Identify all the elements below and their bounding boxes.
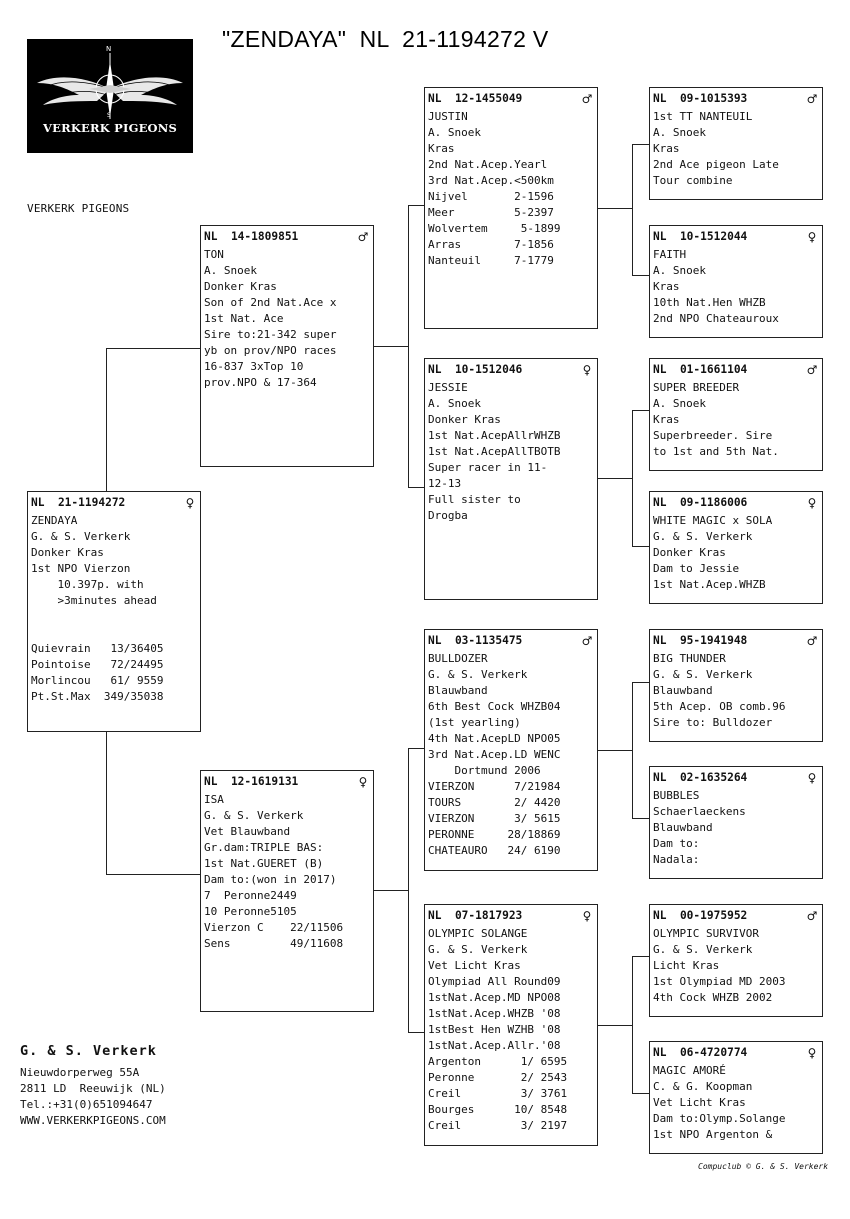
pedigree-line [31, 625, 196, 641]
pedigree-line: Quievrain 13/36405 [31, 642, 164, 655]
female-icon: ♀ [582, 363, 592, 377]
ring-number: NL 03-1135475 [428, 634, 523, 647]
pigeon-card-subject [27, 491, 201, 732]
pedigree-line: G. & S. Verkerk [428, 668, 528, 681]
pedigree-line: Full sister to [428, 493, 521, 506]
card-body [653, 513, 818, 593]
pedigree-line: 1st NPO Vierzon [31, 562, 131, 575]
pedigree-line: 1st Nat.AcepAllTBOTB [428, 445, 561, 458]
connector [632, 1093, 650, 1094]
pedigree-line: Dortmund 2006 [428, 764, 541, 777]
pedigree-line: VIERZON 3/ 5615 [428, 812, 561, 825]
pedigree-line: Blauwband [653, 821, 713, 834]
pigeon-card-dsd [649, 766, 823, 879]
pigeon-card-dam-sire [424, 629, 598, 871]
pedigree-line: Bourges 10/ 8548 [428, 1103, 568, 1116]
card-body [31, 513, 196, 705]
connector [106, 348, 201, 349]
card-header [653, 908, 818, 924]
pedigree-line: 1stNat.Acep.MD NPO08 [428, 991, 561, 1004]
pedigree-line: 1st Olympiad MD 2003 [653, 975, 786, 988]
pedigree-line: PERONNE 28/18869 [428, 828, 561, 841]
pedigree-line: Argenton 1/ 6595 [428, 1055, 568, 1068]
pigeon-name: MAGIC AMORÉ [653, 1064, 726, 1077]
pedigree-line: Nijvel 2-1596 [428, 190, 554, 203]
address-city: 2811 LD Reeuwijk (NL) [20, 1082, 166, 1095]
pedigree-line: 1st Nat. Ace [204, 312, 284, 325]
address-website[interactable]: WWW.VERKERKPIGEONS.COM [20, 1114, 166, 1127]
pedigree-line: yb on prov/NPO races [204, 344, 337, 357]
pedigree-line: Vet Licht Kras [428, 959, 521, 972]
female-icon: ♀ [807, 230, 817, 244]
pedigree-line: 2nd Nat.Acep.Yearl [428, 158, 548, 171]
card-header [653, 1045, 818, 1061]
pigeon-name: SUPER BREEDER [653, 381, 740, 394]
pigeon-card-dss [649, 629, 823, 742]
pedigree-line: 2nd NPO Chateauroux [653, 312, 779, 325]
card-header [428, 908, 593, 924]
breeder-label: VERKERK PIGEONS [27, 202, 130, 215]
ring-number: NL 01-1661104 [653, 363, 748, 376]
pedigree-line: Kras [653, 280, 680, 293]
address-phone: Tel.:+31(0)651094647 [20, 1098, 153, 1111]
connector [597, 478, 632, 479]
card-body [428, 926, 593, 1134]
pedigree-line: Donker Kras [204, 280, 277, 293]
ring-number: NL 10-1512044 [653, 230, 748, 243]
pedigree-line: G. & S. Verkerk [204, 809, 304, 822]
pedigree-line: Superbreeder. Sire [653, 429, 773, 442]
pedigree-line: Vet Licht Kras [653, 1096, 746, 1109]
card-header [653, 633, 818, 649]
pigeon-name: JESSIE [428, 381, 468, 394]
male-icon: ♂ [806, 363, 818, 377]
pedigree-line: 3rd Nat.Acep.LD WENC [428, 748, 561, 761]
connector [632, 410, 633, 546]
pedigree-line: Blauwband [428, 684, 488, 697]
ring-number: NL 00-1975952 [653, 909, 748, 922]
pigeon-name: OLYMPIC SURVIVOR [653, 927, 759, 940]
pedigree-line: Vierzon C 22/11506 [204, 921, 344, 934]
connector [632, 682, 650, 683]
ring-number: NL 10-1512046 [428, 363, 523, 376]
male-icon: ♂ [581, 634, 593, 648]
pigeon-name: WHITE MAGIC x SOLA [653, 514, 773, 527]
pedigree-line: prov.NPO & 17-364 [204, 376, 317, 389]
pedigree-line: 2nd Ace pigeon Late [653, 158, 779, 171]
card-header [653, 495, 818, 511]
pedigree-line: 1st Nat.AcepAllrWHZB [428, 429, 561, 442]
pedigree-line: A. Snoek [653, 126, 706, 139]
pedigree-line: A. Snoek [653, 264, 706, 277]
male-icon: ♂ [357, 230, 369, 244]
ring-number: NL 12-1619131 [204, 775, 299, 788]
ring-number: NL 12-1455049 [428, 92, 523, 105]
connector [597, 750, 632, 751]
connector [408, 748, 409, 1032]
pedigree-title: "ZENDAYA" NL 21-1194272 V [222, 26, 549, 52]
pigeon-name: BIG THUNDER [653, 652, 726, 665]
pedigree-line: Sens 49/11608 [204, 937, 344, 950]
pedigree-line: Super racer in 11- [428, 461, 548, 474]
connector [632, 818, 650, 819]
pedigree-line: (1st yearling) [428, 716, 521, 729]
pigeon-card-sire [200, 225, 374, 467]
connector [106, 732, 107, 874]
card-header [653, 770, 818, 786]
pedigree-line: 7 Peronne2449 [204, 889, 297, 902]
connector [632, 275, 650, 276]
connector [373, 346, 408, 347]
pigeon-name: BUBBLES [653, 789, 700, 802]
connector [106, 874, 201, 875]
pedigree-line: 1st Nat.Acep.WHZB [653, 578, 766, 591]
connector [632, 682, 633, 818]
compass-south-label: S [107, 112, 111, 119]
male-icon: ♂ [806, 909, 818, 923]
pedigree-line: 1stBest Hen WZHB '08 [428, 1023, 561, 1036]
pedigree-line: Wolvertem 5-1899 [428, 222, 561, 235]
male-icon: ♂ [806, 634, 818, 648]
pigeon-card-sire-sire [424, 87, 598, 329]
pedigree-line: Creil 3/ 3761 [428, 1087, 568, 1100]
pedigree-line: Arras 7-1856 [428, 238, 554, 251]
connector [408, 748, 425, 749]
card-body [653, 651, 818, 731]
pedigree-line: 12-13 [428, 477, 462, 490]
pedigree-line: Licht Kras [653, 959, 720, 972]
ring-number: NL 07-1817923 [428, 909, 523, 922]
card-header [653, 91, 818, 107]
pedigree-line: 3rd Nat.Acep.<500km [428, 174, 554, 187]
card-header [31, 495, 196, 511]
connector [408, 205, 425, 206]
female-icon: ♀ [582, 909, 592, 923]
female-icon: ♀ [807, 496, 817, 510]
ring-number: NL 14-1809851 [204, 230, 299, 243]
pigeon-name: BULLDOZER [428, 652, 488, 665]
pedigree-line: Drogba [428, 509, 468, 522]
pedigree-line: Donker Kras [31, 546, 104, 559]
pedigree-line: G. & S. Verkerk [428, 943, 528, 956]
pedigree-line: Kras [428, 142, 455, 155]
copyright-credit: Compuclub © G. & S. Verkerk [698, 1162, 829, 1171]
pedigree-line [31, 609, 196, 625]
pedigree-line: A. Snoek [204, 264, 257, 277]
pedigree-line: 10 Peronne5105 [204, 905, 297, 918]
pedigree-line: 5th Acep. OB comb.96 [653, 700, 786, 713]
pedigree-line: Vet Blauwband [204, 825, 291, 838]
card-body [653, 1063, 818, 1143]
compass-north-label: N [106, 45, 112, 53]
pedigree-line: G. & S. Verkerk [653, 530, 753, 543]
pedigree-line: to 1st and 5th Nat. [653, 445, 779, 458]
pedigree-line: Son of 2nd Nat.Ace x [204, 296, 337, 309]
pedigree-line: CHATEAURO 24/ 6190 [428, 844, 561, 857]
pedigree-line: Dam to Jessie [653, 562, 740, 575]
pedigree-line: Nanteuil 7-1779 [428, 254, 554, 267]
pigeon-card-ddd [649, 1041, 823, 1154]
pedigree-line: 1st NPO Argenton & [653, 1128, 773, 1141]
pedigree-line: 6th Best Cock WHZB04 [428, 700, 561, 713]
pedigree-line: 16-837 3xTop 10 [204, 360, 304, 373]
pedigree-line: Nadala: [653, 853, 700, 866]
connector [408, 487, 425, 488]
logo-text: VERKERK PIGEONS [42, 121, 177, 135]
pedigree-line: 1stNat.Acep.Allr.'08 [428, 1039, 561, 1052]
card-header [204, 229, 369, 245]
pedigree-line: Gr.dam:TRIPLE BAS: [204, 841, 324, 854]
connector [597, 208, 632, 209]
breeder-address [20, 1043, 166, 1129]
pedigree-line: Peronne 2/ 2543 [428, 1071, 568, 1084]
connector [632, 144, 633, 275]
pedigree-line: Donker Kras [653, 546, 726, 559]
pedigree-line: >3minutes ahead [31, 594, 157, 607]
female-icon: ♀ [807, 771, 817, 785]
pigeon-name: OLYMPIC SOLANGE [428, 927, 528, 940]
card-body [653, 926, 818, 1006]
male-icon: ♂ [806, 92, 818, 106]
pedigree-line: Dam to: [653, 837, 700, 850]
ring-number: NL 06-4720774 [653, 1046, 748, 1059]
pigeon-name: FAITH [653, 248, 687, 261]
pedigree-line: Tour combine [653, 174, 733, 187]
pedigree-line: A. Snoek [653, 397, 706, 410]
pedigree-line: G. & S. Verkerk [653, 668, 753, 681]
pedigree-line: VIERZON 7/21984 [428, 780, 561, 793]
pedigree-line: 4th Nat.AcepLD NPO05 [428, 732, 561, 745]
pedigree-line: C. & G. Koopman [653, 1080, 753, 1093]
pigeon-card-sss [649, 87, 823, 200]
pigeon-name: JUSTIN [428, 110, 468, 123]
pedigree-line: 1st Nat.GUERET (B) [204, 857, 324, 870]
male-icon: ♂ [581, 92, 593, 106]
female-icon: ♀ [358, 775, 368, 789]
pedigree-line: G. & S. Verkerk [653, 943, 753, 956]
card-body [653, 788, 818, 868]
card-header [428, 362, 593, 378]
connector [632, 546, 650, 547]
pigeon-card-dds [649, 904, 823, 1017]
connector [632, 956, 650, 957]
pedigree-line: Kras [653, 413, 680, 426]
card-header [204, 774, 369, 790]
pedigree-line: A. Snoek [428, 397, 481, 410]
pedigree-line: Meer 5-2397 [428, 206, 554, 219]
pedigree-line: Pointoise 72/24495 [31, 658, 164, 671]
verkerk-pigeons-logo [27, 39, 193, 153]
pigeon-name: ZENDAYA [31, 514, 78, 527]
ring-number: NL 02-1635264 [653, 771, 748, 784]
pedigree-line: Sire to:21-342 super [204, 328, 337, 341]
connector [632, 410, 650, 411]
pedigree-line: Olympiad All Round09 [428, 975, 561, 988]
pedigree-line: Sire to: Bulldozer [653, 716, 773, 729]
card-body [428, 651, 593, 859]
female-icon: ♀ [185, 496, 195, 510]
pedigree-line: 10th Nat.Hen WHZB [653, 296, 766, 309]
winged-compass-icon [27, 39, 193, 153]
pedigree-line: 1stNat.Acep.WHZB '08 [428, 1007, 561, 1020]
pigeon-card-dam [200, 770, 374, 1012]
connector [408, 1032, 425, 1033]
pedigree-line: Kras [653, 142, 680, 155]
pigeon-name: TON [204, 248, 224, 261]
connector [106, 348, 107, 491]
card-header [428, 91, 593, 107]
pedigree-line: 10.397p. with [31, 578, 144, 591]
card-header [428, 633, 593, 649]
pigeon-name: 1st TT NANTEUIL [653, 110, 753, 123]
card-body [204, 247, 369, 391]
pedigree-line: Dam to:Olymp.Solange [653, 1112, 786, 1125]
breeder-name: G. & S. Verkerk [20, 1043, 157, 1059]
pedigree-line: Donker Kras [428, 413, 501, 426]
ring-number: NL 95-1941948 [653, 634, 748, 647]
pigeon-card-ssd [649, 225, 823, 338]
pedigree-line: TOURS 2/ 4420 [428, 796, 561, 809]
card-body [204, 792, 369, 952]
pedigree-line: Blauwband [653, 684, 713, 697]
ring-number: NL 09-1015393 [653, 92, 748, 105]
pedigree-line: G. & S. Verkerk [31, 530, 131, 543]
connector [408, 205, 409, 487]
pedigree-line: Morlincou 61/ 9559 [31, 674, 164, 687]
card-body [428, 109, 593, 269]
pigeon-name: ISA [204, 793, 224, 806]
connector [597, 1025, 632, 1026]
card-body [428, 380, 593, 524]
card-header [653, 229, 818, 245]
card-body [653, 247, 818, 327]
connector [373, 890, 408, 891]
card-body [653, 109, 818, 189]
connector [632, 144, 650, 145]
pedigree-line: Dam to:(won in 2017) [204, 873, 337, 886]
card-header [653, 362, 818, 378]
ring-number: NL 09-1186006 [653, 496, 748, 509]
connector [632, 956, 633, 1093]
pigeon-card-dam-dam [424, 904, 598, 1146]
pedigree-line: Schaerlaeckens [653, 805, 746, 818]
pigeon-card-sire-dam [424, 358, 598, 600]
pedigree-line: Creil 3/ 2197 [428, 1119, 568, 1132]
card-body [653, 380, 818, 460]
pigeon-card-sds [649, 358, 823, 471]
pigeon-card-sdd [649, 491, 823, 604]
pedigree-line: A. Snoek [428, 126, 481, 139]
pedigree-line: 4th Cock WHZB 2002 [653, 991, 773, 1004]
ring-number: NL 21-1194272 [31, 496, 126, 509]
address-street: Nieuwdorperweg 55A [20, 1066, 140, 1079]
pedigree-line: Pt.St.Max 349/35038 [31, 690, 164, 703]
female-icon: ♀ [807, 1046, 817, 1060]
